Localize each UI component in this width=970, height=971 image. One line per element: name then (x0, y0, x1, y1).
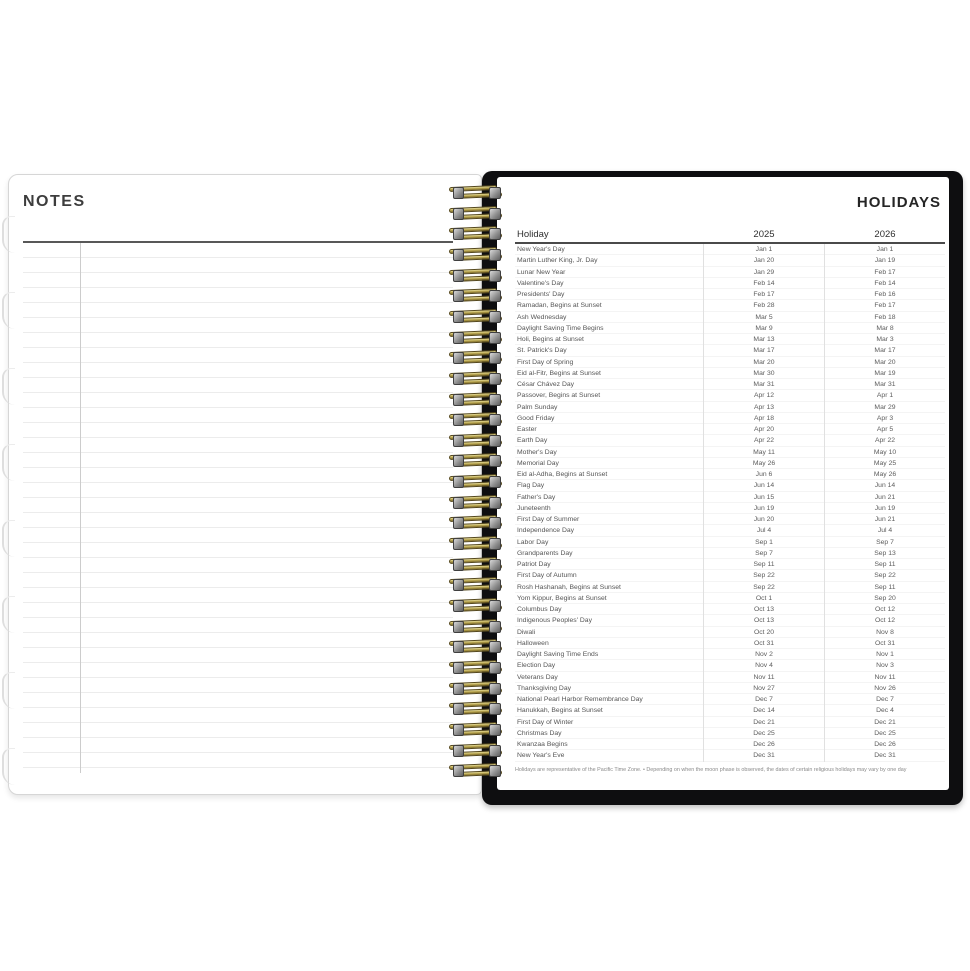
date-2026: Nov 8 (876, 628, 894, 636)
holiday-name: St. Patrick's Day (517, 347, 567, 355)
date-2026: Jan 1 (876, 246, 894, 253)
page-curl (2, 368, 15, 405)
table-row (515, 368, 945, 379)
date-2026: Apr 1 (876, 392, 894, 400)
holiday-name: Flag Day (517, 482, 545, 490)
page-curl (2, 748, 15, 785)
holiday-name: César Chávez Day (517, 381, 575, 388)
date-2025: Mar 9 (703, 323, 825, 334)
date-2026: Dec 26 (874, 741, 896, 748)
date-2025: Mar 30 (703, 368, 825, 379)
holiday-name: Memorial Day (517, 459, 559, 467)
date-2025: Apr 12 (703, 390, 825, 401)
date-2026: Feb 14 (874, 279, 896, 287)
holiday-name: Lunar New Year (517, 268, 566, 276)
date-2025: Apr 20 (703, 424, 825, 435)
date-2025: Dec 26 (703, 739, 825, 750)
date-2025: Oct 13 (703, 615, 825, 626)
holiday-table-body (515, 244, 945, 762)
holiday-name: Halloween (517, 639, 549, 647)
table-row (515, 728, 945, 739)
page-curl (2, 216, 15, 253)
table-row (515, 514, 945, 525)
table-row (515, 492, 945, 503)
table-row (515, 244, 945, 255)
date-2025: Jan 20 (703, 255, 825, 266)
holiday-name: Diwali (517, 628, 536, 636)
table-row (515, 705, 945, 716)
holiday-table-header (515, 224, 945, 244)
table-row (515, 649, 945, 660)
table-row (515, 672, 945, 683)
table-row (515, 739, 945, 750)
notes-title: NOTES (23, 193, 86, 210)
date-2026: Oct 31 (874, 639, 896, 647)
date-2025: Jan 29 (703, 267, 825, 278)
date-2026: Nov 11 (874, 673, 896, 681)
date-2025: Jan 1 (703, 244, 825, 255)
date-2025: Dec 25 (703, 728, 825, 739)
table-row (515, 548, 945, 559)
date-2025: Oct 20 (703, 627, 825, 638)
holiday-name: New Year's Eve (517, 752, 565, 760)
date-2026: Jun 14 (874, 482, 896, 490)
date-2026: Nov 1 (876, 651, 894, 658)
date-2025: Nov 27 (703, 683, 825, 694)
holiday-name: Mother's Day (517, 448, 557, 456)
holiday-name: Eid al-Adha, Begins at Sunset (517, 471, 608, 478)
holiday-name: Holi, Begins at Sunset (517, 336, 584, 343)
date-2026: Jun 21 (874, 516, 896, 523)
table-row (515, 435, 945, 446)
date-2026: Nov 26 (874, 684, 896, 692)
date-2026: Sep 20 (874, 594, 896, 602)
date-2026: Apr 3 (876, 414, 894, 422)
date-2025: Sep 11 (703, 559, 825, 570)
date-2025: Apr 13 (703, 402, 825, 413)
table-row (515, 458, 945, 469)
holidays-title: HOLIDAYS (856, 194, 941, 211)
date-2025: Apr 18 (703, 413, 825, 424)
date-2026: Mar 20 (874, 358, 896, 366)
date-2025: Sep 22 (703, 582, 825, 593)
table-row (515, 694, 945, 705)
holiday-name: Palm Sunday (517, 403, 558, 411)
table-row (515, 390, 945, 401)
date-2025: Jun 14 (703, 480, 825, 491)
table-row (515, 717, 945, 728)
date-2026: Dec 25 (874, 729, 896, 737)
table-row (515, 413, 945, 424)
holiday-name: Patriot Day (517, 561, 551, 568)
holidays-page (497, 177, 949, 790)
date-2025: Nov 11 (703, 672, 825, 683)
date-2025: Oct 31 (703, 638, 825, 649)
holiday-name: Earth Day (517, 437, 548, 445)
holiday-table (515, 224, 945, 762)
holiday-name: Thanksgiving Day (517, 684, 572, 692)
table-row (515, 537, 945, 548)
date-2026: Jan 19 (874, 257, 896, 265)
date-2026: Feb 16 (874, 291, 896, 298)
holiday-name: National Pearl Harbor Remembrance Day (517, 696, 643, 703)
table-row (515, 289, 945, 300)
holiday-name: Independence Day (517, 527, 575, 535)
notes-page (8, 174, 482, 795)
table-row (515, 525, 945, 536)
date-2026: Jun 19 (874, 504, 896, 512)
date-2026: Mar 31 (874, 381, 896, 388)
date-2026: Dec 7 (876, 696, 894, 703)
date-2026: Mar 19 (874, 369, 896, 377)
date-2025: Feb 28 (703, 300, 825, 311)
page-curl (2, 444, 15, 481)
holiday-name: Ramadan, Begins at Sunset (517, 302, 602, 310)
date-2025: Mar 31 (703, 379, 825, 390)
date-2026: Sep 7 (876, 538, 894, 546)
date-2026: Sep 11 (874, 583, 896, 591)
date-2025: Feb 17 (703, 289, 825, 300)
date-2026: Dec 21 (874, 718, 896, 726)
holiday-name: Easter (517, 426, 537, 433)
date-2026: Oct 12 (874, 617, 896, 625)
holiday-name: Juneteenth (517, 504, 551, 512)
holiday-name: Father's Day (517, 493, 556, 501)
date-2025: May 11 (703, 447, 825, 458)
holiday-name: Good Friday (517, 414, 555, 422)
date-2025: Nov 2 (703, 649, 825, 660)
holiday-name: Valentine's Day (517, 279, 564, 287)
date-2025: Sep 22 (703, 570, 825, 581)
date-2026: Feb 17 (874, 268, 896, 276)
holiday-name: Yom Kippur, Begins at Sunset (517, 594, 607, 602)
date-2026: Oct 12 (874, 606, 896, 613)
date-2025: Jun 6 (703, 469, 825, 480)
date-2026: Apr 5 (876, 426, 894, 433)
date-2025: Oct 13 (703, 604, 825, 615)
table-row (515, 593, 945, 604)
holiday-name: New Year's Day (517, 246, 565, 253)
date-2026: Dec 31 (874, 752, 896, 760)
holiday-name: Daylight Saving Time Ends (517, 651, 599, 658)
date-2025: Sep 1 (703, 537, 825, 548)
table-row (515, 570, 945, 581)
page-curl (2, 596, 15, 633)
date-2026: Sep 13 (874, 549, 896, 557)
holiday-name: First Day of Summer (517, 516, 580, 523)
date-2026: Mar 17 (874, 347, 896, 355)
column-header-2026: 2026 (874, 229, 896, 240)
table-row (515, 750, 945, 761)
date-2026: May 26 (873, 471, 897, 478)
table-row (515, 604, 945, 615)
holiday-name: Veterans Day (517, 673, 558, 681)
table-row (515, 615, 945, 626)
table-row (515, 503, 945, 514)
column-header-2025: 2025 (753, 229, 775, 240)
holiday-name: Martin Luther King, Jr. Day (517, 257, 598, 265)
date-2026: Mar 29 (874, 403, 896, 411)
table-row (515, 638, 945, 649)
margin-divider-line (80, 243, 81, 773)
date-2025: Jun 20 (703, 514, 825, 525)
holiday-name: Election Day (517, 662, 556, 670)
date-2026: Dec 4 (876, 707, 894, 715)
date-2025: Oct 1 (703, 593, 825, 604)
table-row (515, 683, 945, 694)
date-2025: Nov 4 (703, 660, 825, 671)
date-2026: Mar 3 (876, 336, 894, 343)
holiday-name: Hanukkah, Begins at Sunset (517, 707, 603, 715)
holiday-name: Kwanzaa Begins (517, 741, 568, 748)
holiday-name: Passover, Begins at Sunset (517, 392, 601, 400)
date-2026: Jul 4 (877, 527, 893, 535)
date-2025: Apr 22 (703, 435, 825, 446)
holiday-name: Labor Day (517, 538, 549, 546)
table-row (515, 357, 945, 368)
ruled-lines (23, 243, 453, 777)
page-curl (2, 672, 15, 709)
date-2026: Sep 11 (874, 561, 896, 568)
date-2025: Dec 14 (703, 705, 825, 716)
holiday-name: Presidents' Day (517, 291, 565, 298)
date-2025: Dec 31 (703, 750, 825, 761)
date-2025: Jul 4 (703, 525, 825, 536)
date-2026: Feb 18 (874, 313, 896, 321)
table-row (515, 402, 945, 413)
date-2025: Mar 17 (703, 345, 825, 356)
date-2025: Feb 14 (703, 278, 825, 289)
holiday-name: First Day of Winter (517, 718, 574, 726)
table-row (515, 255, 945, 266)
date-2026: Mar 8 (876, 324, 894, 332)
holiday-name: Columbus Day (517, 606, 562, 613)
table-row (515, 345, 945, 356)
date-2025: Dec 7 (703, 694, 825, 705)
column-header-holiday: Holiday (517, 229, 549, 240)
date-2026: Apr 22 (874, 437, 896, 445)
table-row (515, 480, 945, 491)
holiday-name: Eid al-Fitr, Begins at Sunset (517, 369, 601, 377)
table-row (515, 379, 945, 390)
date-2026: May 10 (873, 448, 897, 456)
table-row (515, 469, 945, 480)
date-2026: Nov 3 (876, 662, 894, 670)
date-2025: Dec 21 (703, 717, 825, 728)
holiday-name: Ash Wednesday (517, 313, 567, 321)
date-2025: Sep 7 (703, 548, 825, 559)
table-row (515, 424, 945, 435)
table-row (515, 582, 945, 593)
holiday-name: First Day of Autumn (517, 572, 577, 580)
date-2026: Sep 22 (874, 572, 896, 580)
table-row (515, 559, 945, 570)
date-2025: Mar 20 (703, 357, 825, 368)
table-row (515, 627, 945, 638)
date-2026: Jun 21 (874, 493, 896, 501)
holiday-name: Indigenous Peoples' Day (517, 617, 592, 625)
holiday-name: Rosh Hashanah, Begins at Sunset (517, 583, 621, 591)
date-2026: May 25 (873, 459, 897, 467)
table-row (515, 278, 945, 289)
table-row (515, 323, 945, 334)
page-curl (2, 292, 15, 329)
table-row (515, 312, 945, 323)
date-2025: Mar 5 (703, 312, 825, 323)
holiday-name: Daylight Saving Time Begins (517, 324, 604, 332)
back-cover (482, 171, 963, 805)
date-2025: Mar 13 (703, 334, 825, 345)
table-row (515, 300, 945, 311)
holiday-name: First Day of Spring (517, 358, 574, 366)
date-2025: Jun 15 (703, 492, 825, 503)
holiday-name: Christmas Day (517, 729, 562, 737)
page-curl (2, 520, 15, 557)
table-row (515, 334, 945, 345)
table-row (515, 660, 945, 671)
date-2025: Jun 19 (703, 503, 825, 514)
date-2025: May 26 (703, 458, 825, 469)
table-row (515, 267, 945, 278)
holiday-footnote: Holidays are representative of the Pacific Time Zone. • Depending on when the moon phase is observed, the dates of certain religious holidays may vary by one day (515, 767, 907, 773)
date-2026: Feb 17 (874, 302, 896, 310)
holiday-name: Grandparents Day (517, 549, 573, 557)
table-row (515, 447, 945, 458)
